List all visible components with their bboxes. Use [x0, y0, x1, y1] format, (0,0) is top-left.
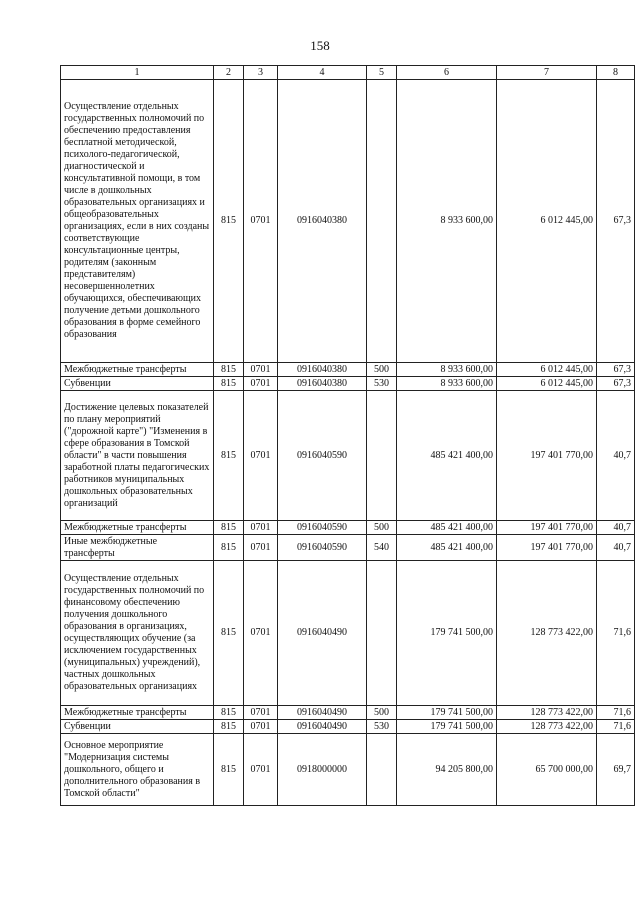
actual-amount: 65 700 000,00 — [497, 734, 597, 806]
section-code: 0701 — [244, 377, 278, 391]
expense-type-code: 530 — [367, 720, 397, 734]
expense-type-code — [367, 80, 397, 363]
planned-amount: 179 741 500,00 — [397, 706, 497, 720]
planned-amount: 179 741 500,00 — [397, 561, 497, 706]
ved-code: 815 — [214, 706, 244, 720]
planned-amount: 485 421 400,00 — [397, 535, 497, 561]
section-code: 0701 — [244, 535, 278, 561]
actual-amount: 6 012 445,00 — [497, 363, 597, 377]
actual-amount: 6 012 445,00 — [497, 377, 597, 391]
target-article-code: 0916040590 — [278, 521, 367, 535]
table-row — [61, 734, 635, 806]
column-header: 6 — [397, 66, 497, 80]
expense-type-code — [367, 734, 397, 806]
ved-code: 815 — [214, 535, 244, 561]
execution-percent: 67,3 — [597, 377, 635, 391]
planned-amount: 8 933 600,00 — [397, 80, 497, 363]
item-name: Субвенции — [61, 720, 214, 734]
item-name: Иные межбюджетные трансферты — [61, 535, 214, 561]
actual-amount: 128 773 422,00 — [497, 720, 597, 734]
ved-code: 815 — [214, 521, 244, 535]
ved-code: 815 — [214, 391, 244, 521]
column-header: 4 — [278, 66, 367, 80]
item-name: Достижение целевых показателей по плану мероприятий ("дорожной карте") "Изменения в сфере образования в Томской области" в части повышения заработной платы педагогических работников муниципальных дошкольных образовательных организаций — [61, 391, 214, 521]
table-row — [61, 363, 635, 377]
target-article-code: 0916040490 — [278, 706, 367, 720]
expense-type-code — [367, 391, 397, 521]
column-header: 7 — [497, 66, 597, 80]
budget-table — [60, 65, 635, 806]
planned-amount: 179 741 500,00 — [397, 720, 497, 734]
table-header-row — [61, 66, 635, 80]
actual-amount: 197 401 770,00 — [497, 535, 597, 561]
section-code: 0701 — [244, 80, 278, 363]
column-header: 3 — [244, 66, 278, 80]
expense-type-code — [367, 561, 397, 706]
section-code: 0701 — [244, 734, 278, 806]
item-name: Межбюджетные трансферты — [61, 706, 214, 720]
execution-percent: 71,6 — [597, 561, 635, 706]
table-row — [61, 80, 635, 363]
target-article-code: 0916040380 — [278, 377, 367, 391]
target-article-code: 0916040590 — [278, 391, 367, 521]
item-name: Осуществление отдельных государственных полномочий по финансовому обеспечению получения дошкольного образования в организациях, осуществляющих обучение (за исключением государственных (муниципальных) учреждений), частных дошкольных образовательных организациях — [61, 561, 214, 706]
actual-amount: 128 773 422,00 — [497, 706, 597, 720]
planned-amount: 485 421 400,00 — [397, 391, 497, 521]
execution-percent: 67,3 — [597, 80, 635, 363]
section-code: 0701 — [244, 561, 278, 706]
table-row — [61, 535, 635, 561]
item-name: Основное мероприятие "Модернизация системы дошкольного, общего и дополнительного образования в Томской области" — [61, 734, 214, 806]
execution-percent: 40,7 — [597, 535, 635, 561]
target-article-code: 0918000000 — [278, 734, 367, 806]
planned-amount: 94 205 800,00 — [397, 734, 497, 806]
table-row — [61, 391, 635, 521]
target-article-code: 0916040490 — [278, 720, 367, 734]
column-header: 5 — [367, 66, 397, 80]
target-article-code: 0916040590 — [278, 535, 367, 561]
table-row — [61, 561, 635, 706]
item-name: Межбюджетные трансферты — [61, 521, 214, 535]
ved-code: 815 — [214, 720, 244, 734]
execution-percent: 71,6 — [597, 706, 635, 720]
actual-amount: 197 401 770,00 — [497, 391, 597, 521]
expense-type-code: 500 — [367, 521, 397, 535]
ved-code: 815 — [214, 734, 244, 806]
table-row — [61, 521, 635, 535]
section-code: 0701 — [244, 363, 278, 377]
execution-percent: 67,3 — [597, 363, 635, 377]
target-article-code: 0916040380 — [278, 363, 367, 377]
execution-percent: 69,7 — [597, 734, 635, 806]
section-code: 0701 — [244, 706, 278, 720]
column-header: 8 — [597, 66, 635, 80]
expense-type-code: 500 — [367, 706, 397, 720]
execution-percent: 71,6 — [597, 720, 635, 734]
table-row — [61, 706, 635, 720]
ved-code: 815 — [214, 80, 244, 363]
section-code: 0701 — [244, 720, 278, 734]
target-article-code: 0916040380 — [278, 80, 367, 363]
section-code: 0701 — [244, 391, 278, 521]
expense-type-code: 540 — [367, 535, 397, 561]
column-header: 2 — [214, 66, 244, 80]
section-code: 0701 — [244, 521, 278, 535]
item-name: Субвенции — [61, 377, 214, 391]
expense-type-code: 530 — [367, 377, 397, 391]
actual-amount: 128 773 422,00 — [497, 561, 597, 706]
actual-amount: 6 012 445,00 — [497, 80, 597, 363]
ved-code: 815 — [214, 363, 244, 377]
actual-amount: 197 401 770,00 — [497, 521, 597, 535]
page-number: 158 — [310, 38, 330, 53]
planned-amount: 8 933 600,00 — [397, 363, 497, 377]
ved-code: 815 — [214, 561, 244, 706]
column-header: 1 — [61, 66, 214, 80]
table-row — [61, 377, 635, 391]
execution-percent: 40,7 — [597, 521, 635, 535]
planned-amount: 8 933 600,00 — [397, 377, 497, 391]
item-name: Осуществление отдельных государственных полномочий по обеспечению предоставления бесплатной методической, психолого-педагогической, диагностической и консультативной помощи, в том числе в дошкольных образовательных организациях и общеобразовательных организациях, если в них созданы соответствующие консультационные центры, родителям (законным представителям) несовершеннолетних обучающихся, обеспечивающих получение детьми дошкольного образования в форме семейного образования — [61, 80, 214, 363]
item-name: Межбюджетные трансферты — [61, 363, 214, 377]
ved-code: 815 — [214, 377, 244, 391]
planned-amount: 485 421 400,00 — [397, 521, 497, 535]
expense-type-code: 500 — [367, 363, 397, 377]
target-article-code: 0916040490 — [278, 561, 367, 706]
table-row — [61, 720, 635, 734]
execution-percent: 40,7 — [597, 391, 635, 521]
